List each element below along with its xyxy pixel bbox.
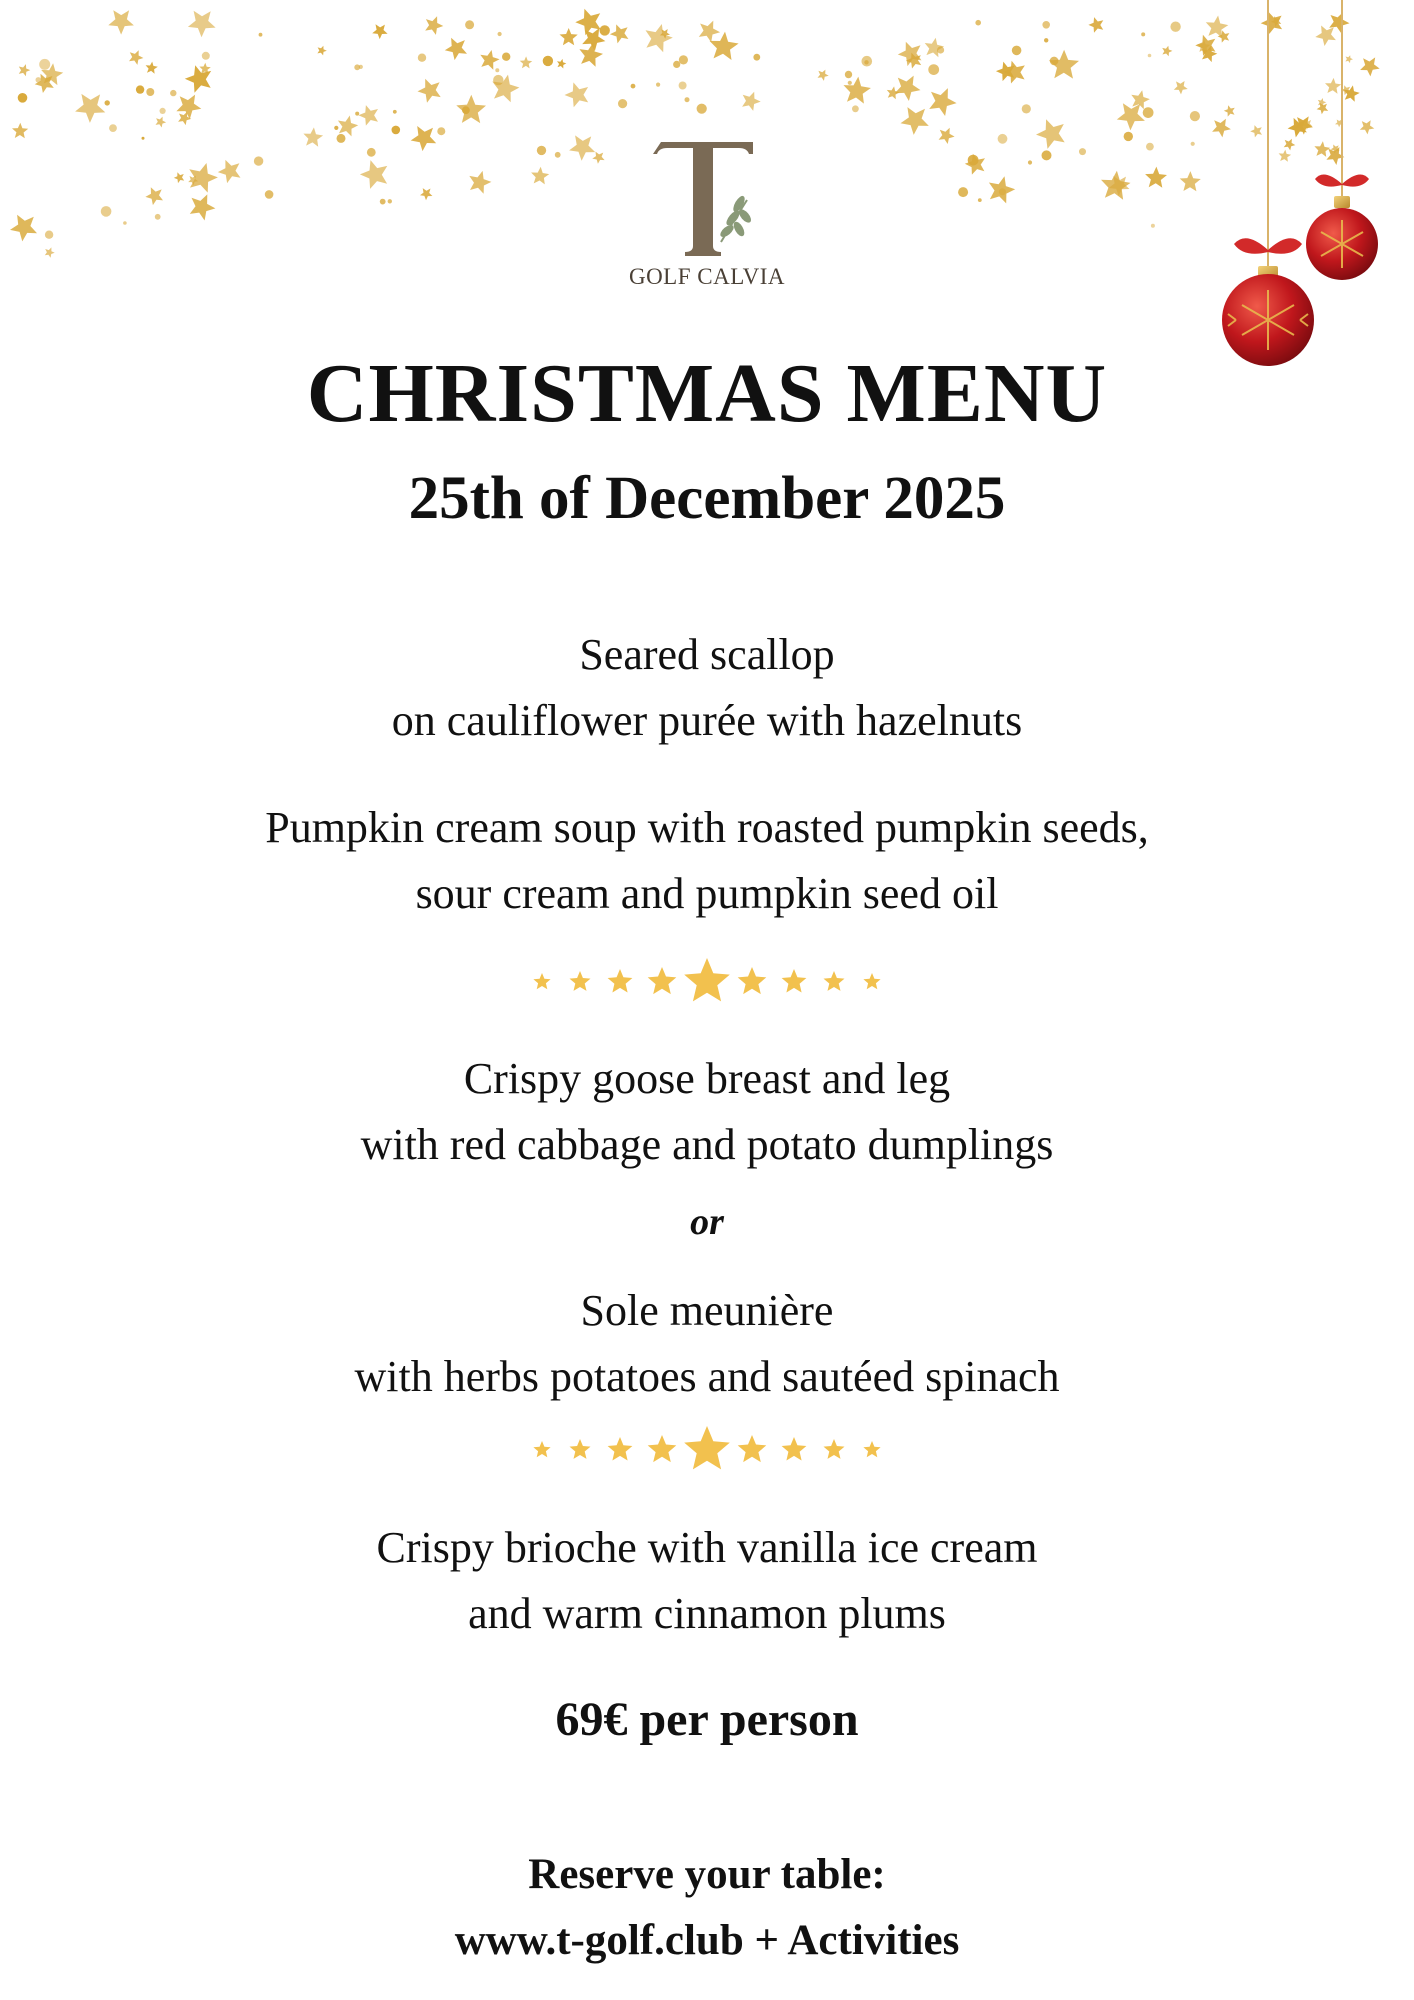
reserve-website-link[interactable]: www.t-golf.club + Activities (454, 1917, 960, 1964)
star-divider-icon (532, 1420, 882, 1480)
course-title: Crispy brioche with vanilla ice cream (376, 1523, 1038, 1572)
price: 69€ per person (555, 1693, 859, 1746)
course-description: with red cabbage and potato dumplings (360, 1120, 1054, 1169)
logo (607, 130, 807, 290)
course-main-sole (0, 1278, 1414, 1410)
course-title: Crispy goose breast and leg (463, 1054, 951, 1103)
course-starter (0, 622, 1414, 754)
t-logo-icon (647, 130, 767, 260)
course-title: Sole meunière (580, 1286, 834, 1335)
or-label: or (690, 1201, 724, 1243)
christmas-ornament-icon (1222, 238, 1314, 366)
menu-date: 25th of December 2025 (408, 465, 1006, 532)
course-soup (0, 795, 1414, 927)
course-dessert (0, 1515, 1414, 1647)
course-description: with herbs potatoes and sautéed spinach (354, 1352, 1060, 1401)
course-title: Seared scallop (579, 630, 835, 679)
christmas-ornament-icon (1306, 175, 1378, 280)
course-title: Pumpkin cream soup with roasted pumpkin seeds, (265, 803, 1149, 852)
course-description: and warm cinnamon plums (468, 1589, 946, 1638)
menu-title: CHRISTMAS MENU (306, 347, 1108, 440)
course-description: on cauliflower purée with hazelnuts (391, 696, 1023, 745)
reserve-label: Reserve your table: (528, 1851, 886, 1898)
star-divider-icon (532, 952, 882, 1012)
logo-brand-text: GOLF CALVIA (628, 264, 786, 289)
course-main-goose (0, 1046, 1414, 1178)
course-description: sour cream and pumpkin seed oil (415, 869, 999, 918)
reservation-info (0, 1842, 1414, 1974)
